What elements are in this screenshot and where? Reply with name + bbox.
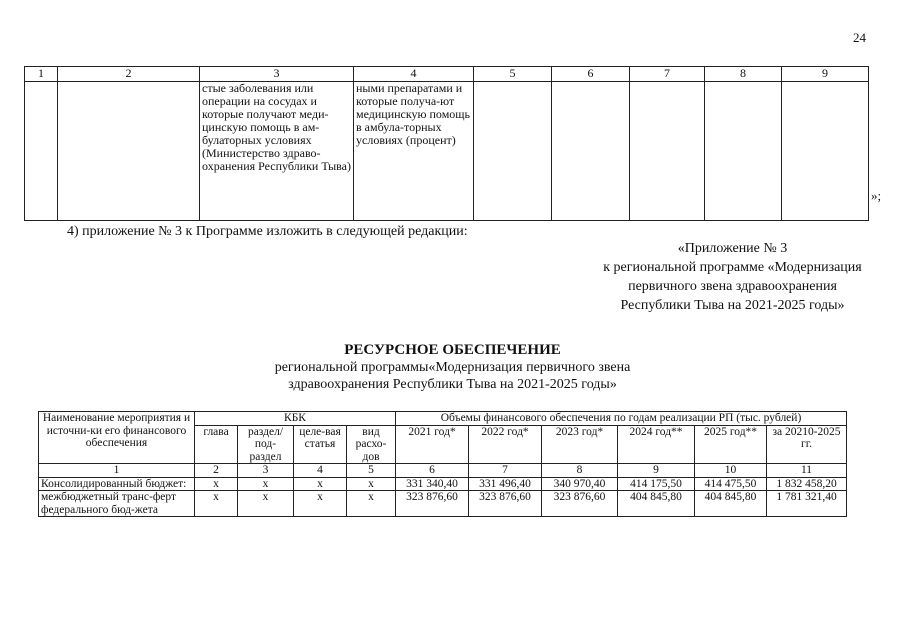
column-number-row [25, 67, 869, 82]
section-heading [0, 342, 905, 393]
col-number: 8 [542, 464, 618, 478]
table-cell [782, 82, 869, 221]
total-cell: 1 781 321,40 [767, 491, 847, 517]
col-number: 9 [618, 464, 695, 478]
total-col-header: за 20210-2025 гг. [767, 425, 847, 464]
kbk-cell: х [347, 491, 396, 517]
heading-subtitle-line: региональной программы«Модернизация первичного звена [274, 360, 631, 375]
table-row [39, 491, 847, 517]
value-cell: 340 970,40 [542, 477, 618, 491]
col-number: 6 [396, 464, 469, 478]
year-col-header: 2025 год** [695, 425, 767, 464]
col-number: 2 [58, 67, 200, 82]
indicator-description-cell: ными препаратами и которые получа-ют медицинскую помощь в амбула-торных условиях (процент) [354, 82, 474, 221]
kbk-cell: х [347, 477, 396, 491]
header-row [39, 412, 847, 426]
value-cell: 404 845,80 [695, 491, 767, 517]
kbk-cell: х [294, 477, 347, 491]
kbk-col-header: раздел/ под-раздел [238, 425, 294, 464]
value-cell: 404 845,80 [618, 491, 695, 517]
row-name: межбюджетный транс-ферт федерального бюд-жета [39, 491, 195, 517]
annex-line: к региональной программе «Модернизация [603, 260, 862, 275]
kbk-cell: х [195, 491, 238, 517]
kbk-col-header: глава [195, 425, 238, 464]
kbk-cell: х [195, 477, 238, 491]
column-number-row [39, 464, 847, 478]
table-cell [58, 82, 200, 221]
kbk-cell: х [238, 477, 294, 491]
table-cell [630, 82, 705, 221]
col-number: 3 [238, 464, 294, 478]
total-cell: 1 832 458,20 [767, 477, 847, 491]
value-cell: 331 496,40 [469, 477, 542, 491]
kbk-cell: х [294, 491, 347, 517]
col-number: 4 [294, 464, 347, 478]
value-cell: 331 340,40 [396, 477, 469, 491]
volumes-header: Объемы финансового обеспечения по годам реализации РП (тыс. рублей) [396, 412, 847, 426]
value-cell: 323 876,60 [542, 491, 618, 517]
indicators-table-continued [24, 66, 869, 221]
name-column-header: Наименование мероприятия и источни-ки его финансового обеспечения [39, 412, 195, 464]
heading-subtitle-line: здравоохранения Республики Тыва на 2021-2025 годы» [288, 377, 617, 392]
year-col-header: 2022 год* [469, 425, 542, 464]
table-cell [705, 82, 782, 221]
value-cell: 323 876,60 [469, 491, 542, 517]
table-cell [25, 82, 58, 221]
col-number: 4 [354, 67, 474, 82]
year-col-header: 2023 год* [542, 425, 618, 464]
kbk-col-header: целе-вая статья [294, 425, 347, 464]
col-number: 8 [705, 67, 782, 82]
table-cell [552, 82, 630, 221]
annex-line: Республики Тыва на 2021-2025 годы» [620, 298, 845, 313]
col-number: 11 [767, 464, 847, 478]
year-col-header: 2021 год* [396, 425, 469, 464]
col-number: 1 [39, 464, 195, 478]
col-number: 7 [630, 67, 705, 82]
col-number: 2 [195, 464, 238, 478]
row-name: Консолидированный бюджет: [39, 477, 195, 491]
annex-line: «Приложение № 3 [677, 241, 788, 256]
resource-table [38, 411, 847, 517]
col-number: 5 [474, 67, 552, 82]
col-number: 5 [347, 464, 396, 478]
kbk-col-header: вид расхо-дов [347, 425, 396, 464]
kbk-header: КБК [195, 412, 396, 426]
col-number: 7 [469, 464, 542, 478]
value-cell: 414 475,50 [695, 477, 767, 491]
table-row [25, 82, 869, 221]
heading-title: РЕСУРСНОЕ ОБЕСПЕЧЕНИЕ [344, 342, 561, 358]
table-row [39, 477, 847, 491]
instruction-paragraph: 4) приложение № 3 к Программе изложить в следующей редакции: [67, 224, 468, 239]
table-cell [474, 82, 552, 221]
year-col-header: 2024 год** [618, 425, 695, 464]
col-number: 10 [695, 464, 767, 478]
closing-quote: »; [871, 188, 882, 203]
page-number: 24 [853, 30, 866, 45]
value-cell: 323 876,60 [396, 491, 469, 517]
annex-header [540, 239, 905, 315]
kbk-cell: х [238, 491, 294, 517]
value-cell: 414 175,50 [618, 477, 695, 491]
col-number: 1 [25, 67, 58, 82]
col-number: 3 [200, 67, 354, 82]
annex-line: первичного звена здравоохранения [628, 279, 837, 294]
measure-description-cell: стые заболевания или операции на сосудах и которые получают меди-цинскую помощь в ам-булаторных условиях (Министерство здраво-охранения Республики Тыва) [200, 82, 354, 221]
col-number: 6 [552, 67, 630, 82]
col-number: 9 [782, 67, 869, 82]
